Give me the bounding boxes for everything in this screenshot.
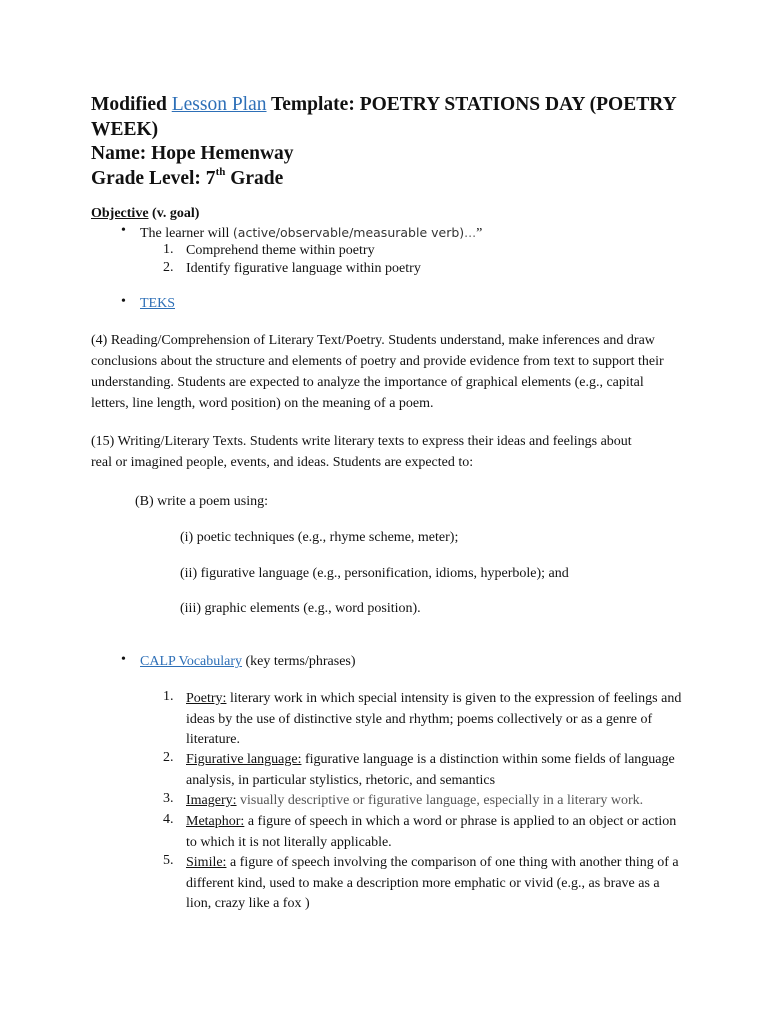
vocab-item-simile xyxy=(186,853,686,915)
vocab-term: Poetry: xyxy=(186,691,227,706)
teks-subitem-ii: (ii) figurative language (e.g., personification, idioms, hyperbole); and xyxy=(180,566,569,581)
bullet-icon: • xyxy=(121,223,126,238)
teks-paragraph-15: (15) Writing/Literary Texts. Students write literary texts to express their ideas and feelings about real or imagined people, events, and ideas. Students are expected to: xyxy=(91,434,632,470)
vocab-item-imagery xyxy=(186,791,726,812)
objective-bullet-prefix: The learner will xyxy=(140,226,233,241)
objective-bullet xyxy=(140,224,482,243)
calp-note: (key terms/phrases) xyxy=(245,654,356,669)
grade-superscript: th xyxy=(215,166,226,178)
vocab-number: 1. xyxy=(163,689,174,704)
objective-item: Comprehend theme within poetry xyxy=(186,243,375,258)
calp-heading xyxy=(140,653,356,671)
vocab-term: Figurative language: xyxy=(186,752,302,767)
teks-subitem-i: (i) poetic techniques (e.g., rhyme scheme, meter); xyxy=(180,530,459,545)
vocab-term: Simile: xyxy=(186,855,227,870)
vocab-number: 3. xyxy=(163,791,174,806)
document-title xyxy=(91,93,711,191)
vocab-definition: a figure of speech involving the comparison of one thing with another thing of a different kind, used to make a description more emphatic or vivid (e.g., as brave as a lion, crazy like a fox ) xyxy=(186,855,679,911)
title-suffix: Template: POETRY STATIONS DAY (POETRY WEEK) xyxy=(91,94,676,140)
teks-subitem-b: (B) write a poem using: xyxy=(135,494,268,509)
grade-level xyxy=(91,167,711,192)
title-line xyxy=(91,93,711,142)
objective-note: (v. goal) xyxy=(152,206,200,221)
objective-heading xyxy=(91,206,199,222)
objective-bullet-quote: ” xyxy=(476,226,483,241)
objective-label: Objective xyxy=(91,206,149,221)
vocab-definition: a figure of speech in which a word or phrase is applied to an object or action to which it is not literally applicable. xyxy=(186,814,677,850)
calp-vocabulary-link[interactable]: CALP Vocabulary xyxy=(140,654,243,669)
vocab-term: Imagery: xyxy=(186,793,237,808)
objective-item-number: 1. xyxy=(163,242,174,257)
vocab-number: 4. xyxy=(163,812,174,827)
teks-subitem-iii: (iii) graphic elements (e.g., word position). xyxy=(180,601,421,616)
objective-item: Identify figurative language within poetry xyxy=(186,261,421,276)
objective-item-number: 2. xyxy=(163,260,174,275)
title-prefix: Modified xyxy=(91,94,167,115)
teks-link[interactable]: TEKS xyxy=(140,296,175,311)
vocab-definition: visually descriptive or figurative language, especially in a literary work. xyxy=(236,793,644,808)
vocab-item-metaphor xyxy=(186,812,686,853)
teks-paragraph-4: (4) Reading/Comprehension of Literary Text/Poetry. Students understand, make inferences and draw conclusions about the structure and elements of poetry and provide evidence from text to support their understanding. Students are expected to analyze the importance of graphical elements (e.g., capital letters, line length, word position) on the meaning of a poem. xyxy=(91,333,664,411)
objective-bullet-ellipsis: ... xyxy=(464,225,477,240)
grade-prefix: Grade Level: 7 xyxy=(91,167,216,189)
vocab-definition: figurative language is a distinction within some fields of language analysis, in particular stylistics, rhetoric, and semantics xyxy=(186,752,675,788)
vocab-item-figurative-language xyxy=(186,750,686,791)
vocab-item-poetry xyxy=(186,689,686,751)
vocab-definition: literary work in which special intensity is given to the expression of feelings and ideas by the use of distinctive style and rhythm; poems collectively or as a genre of literature. xyxy=(186,691,682,747)
bullet-icon: • xyxy=(121,294,126,309)
vocab-number: 5. xyxy=(163,853,174,868)
vocab-term: Metaphor: xyxy=(186,814,245,829)
lesson-plan-link[interactable]: Lesson Plan xyxy=(171,94,267,115)
objective-bullet-verb: (active/observable/measurable verb) xyxy=(232,225,465,240)
vocab-number: 2. xyxy=(163,750,174,765)
grade-suffix: Grade xyxy=(230,167,284,189)
bullet-icon: • xyxy=(121,652,126,667)
author-name: Name: Hope Hemenway xyxy=(91,143,294,164)
